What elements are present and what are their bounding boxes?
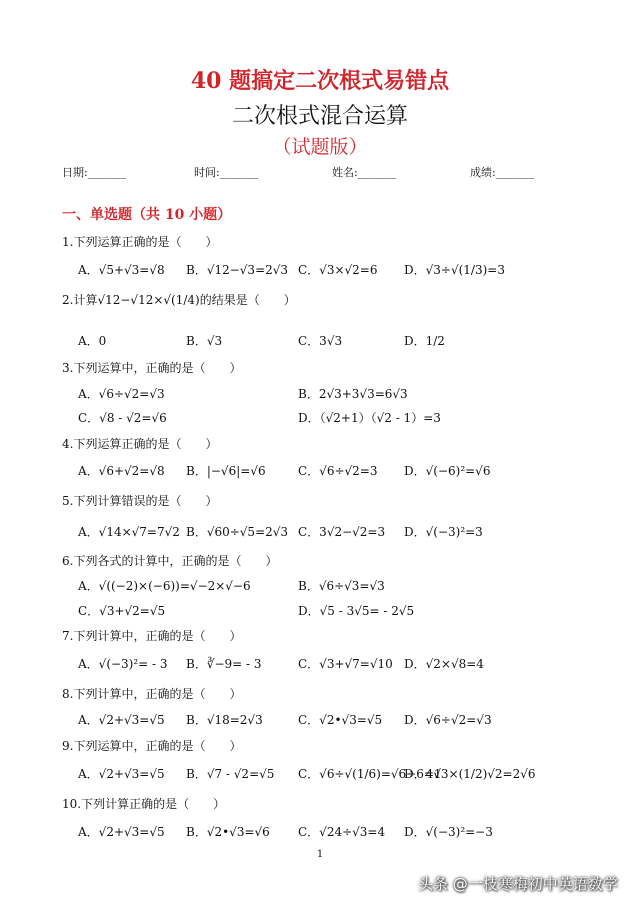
question-stem: 4.下列运算正确的是（ ） <box>62 437 218 451</box>
option-a: A．0 <box>78 334 107 348</box>
document-title: 40 题搞定二次根式易错点 <box>190 68 450 94</box>
option-b: B．|−√6|=√6 <box>186 464 266 478</box>
question-stem: 3.下列运算中，正确的是（ ） <box>62 361 242 375</box>
option-b: B．√2•√3=√6 <box>186 825 270 839</box>
option-a: A．√2+√3=√5 <box>78 767 165 781</box>
option-b: B．√12−√3=2√3 <box>186 263 289 277</box>
question-stem: 2.计算√12−√12×√(1/4)的结果是（ ） <box>62 293 296 307</box>
option-c: C．√3+√2=√5 <box>78 604 166 618</box>
document-subtitle: 二次根式混合运算 <box>231 104 408 129</box>
option-c: C．√3+√7=√10 <box>298 657 393 671</box>
option-c: C．√2•√3=√5 <box>298 713 383 727</box>
option-b: B．√6÷√3=√3 <box>298 579 385 593</box>
option-d: D．√(−3)²=−3 <box>404 825 493 839</box>
question-stem: 9.下列运算中，正确的是（ ） <box>62 739 242 753</box>
option-d: D．√6÷√2=√3 <box>404 713 492 727</box>
date-field: 日期:_______ <box>62 166 127 179</box>
question-stem: 10.下列计算正确的是（ ） <box>62 797 226 811</box>
option-c: C．√3×√2=6 <box>298 263 378 277</box>
option-d: D．√(−6)²=√6 <box>404 464 491 478</box>
option-c: C．√24÷√3=4 <box>298 825 386 839</box>
question-stem: 5.下列计算错误的是（ ） <box>62 494 218 508</box>
section-title: 一、单选题（共 10 小题） <box>62 207 232 223</box>
name-field: 姓名:_______ <box>332 166 397 179</box>
question-stem: 1.下列运算正确的是（ ） <box>62 235 218 249</box>
document-edition: （试题版） <box>272 136 368 158</box>
option-a: A．√14×√7=7√2 <box>78 525 180 539</box>
option-b: B．∛−9= - 3 <box>186 657 262 671</box>
option-c: C．√8 - √2=√6 <box>78 411 167 425</box>
score-field: 成绩:_______ <box>470 166 535 179</box>
option-a: A．√2+√3=√5 <box>78 713 165 727</box>
option-c: C．3√2−√2=3 <box>298 525 386 539</box>
option-c: C．3√3 <box>298 334 343 348</box>
question-stem: 7.下列计算中，正确的是（ ） <box>62 629 242 643</box>
option-a: A．√(−3)²= - 3 <box>78 657 168 671</box>
option-a: A．√2+√3=√5 <box>78 825 165 839</box>
option-a: A．√5+√3=√8 <box>78 263 165 277</box>
option-a: A．√6+√2=√8 <box>78 464 165 478</box>
option-b: B．√7 - √2=√5 <box>186 767 275 781</box>
option-d: D．√5 - 3√5= - 2√5 <box>298 604 415 618</box>
option-c: C．√6÷√2=3 <box>298 464 378 478</box>
option-b: B．2√3+3√3=6√3 <box>298 387 408 401</box>
option-d: D．（√2+1）（√2 - 1）=3 <box>298 411 441 425</box>
option-d: D．√(−3)²=3 <box>404 525 483 539</box>
watermark: 头条 @一枝寒梅初中英语数学 <box>418 875 618 893</box>
time-field: 时间:_______ <box>194 166 259 179</box>
option-b: B．√18=2√3 <box>186 713 263 727</box>
question-stem: 6.下列各式的计算中，正确的是（ ） <box>62 554 278 568</box>
page-number: 1 <box>316 849 324 860</box>
option-d: D．√3÷√(1/3)=3 <box>404 263 505 277</box>
option-d: D．√2×√8=4 <box>404 657 484 671</box>
option-b: B．√3 <box>186 334 223 348</box>
option-c: C．√6÷√(1/6)=√6÷6=1 <box>298 767 442 781</box>
option-d: D．1/2 <box>404 334 445 348</box>
option-a: A．√((−2)×(−6))=√−2×√−6 <box>78 579 251 593</box>
option-a: A．√6÷√2=√3 <box>78 387 165 401</box>
option-b: B．√60÷√5=2√3 <box>186 525 289 539</box>
option-d: D．4√3×(1/2)√2=2√6 <box>404 767 536 781</box>
question-stem: 8.下列计算中，正确的是（ ） <box>62 687 242 701</box>
